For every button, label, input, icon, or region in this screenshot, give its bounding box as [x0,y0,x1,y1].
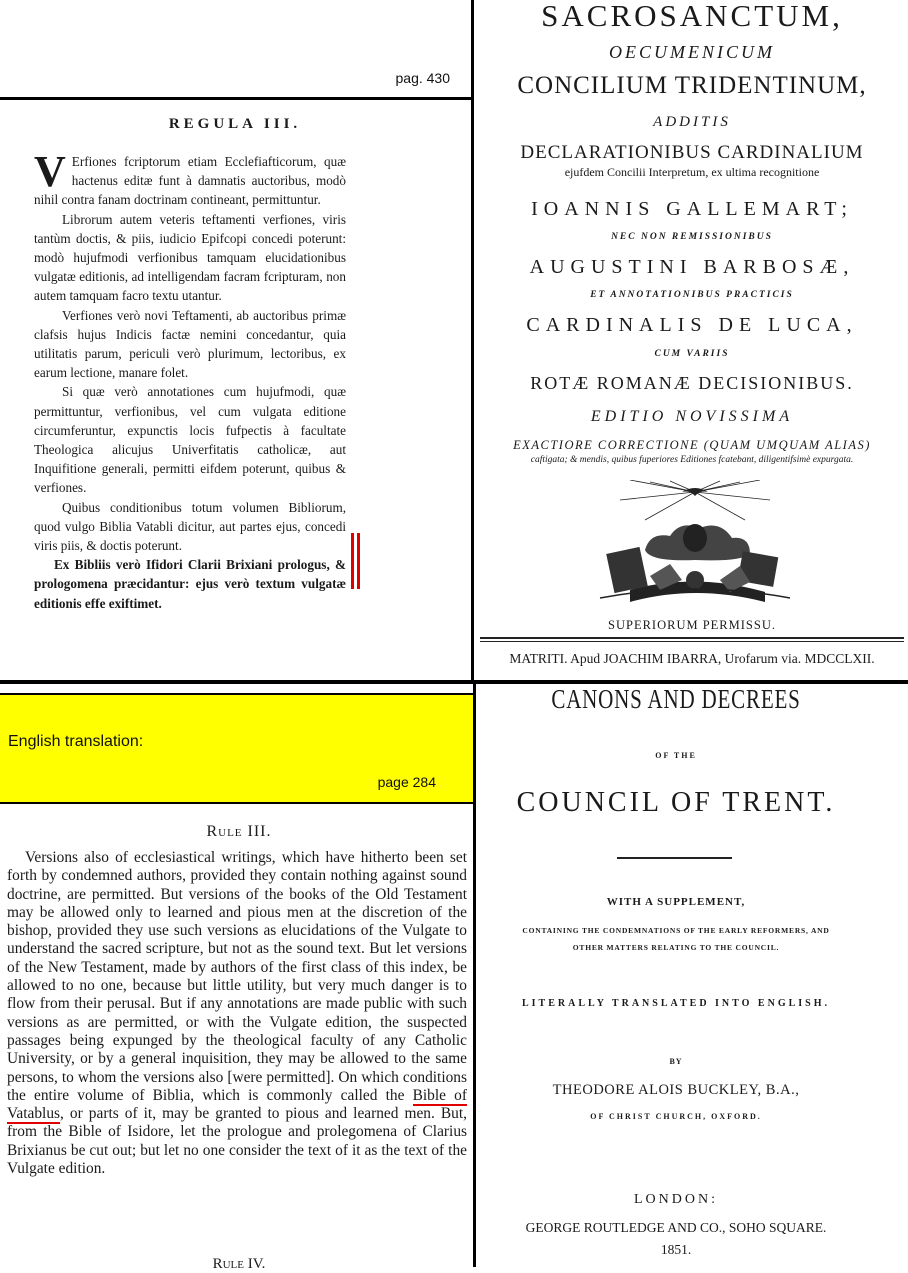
english-title-line-3: COUNCIL OF TRENT. [516,787,836,818]
top-left-header-divider [0,97,472,100]
english-title-year: 1851. [660,1242,692,1257]
english-title-place: LONDON: [634,1192,718,1207]
latin-title-line-6: ejufdem Concilii Interpretum, ex ultima recognitione [564,165,820,179]
next-rule-heading: Rule IV. [212,1256,266,1272]
english-title-rule [617,857,732,859]
latin-title-line-4: ADDITIS [653,114,731,130]
english-paragraph: Versions also of ecclesiastical writings, which have hitherto been set forth by condemned authors, provided they contain nothing against sound doctrine, are permitted. But versions of the books of the Old Testament may be allowed only to learned and pious men at the discretion of the bishop, provided they use such versions as elucidations of the Vulgate to understand the sacred scripture, but not as the sound text. But let versions of the New Testament, made by authors of the first class of this index, be allowed to no one, because but little utility, but very much danger is to flow from their perusal. But if any annotations are made public with such versions as are permitted, or with the Vulgate edition, the suspected passages being expunged by the theological faculty of any Catholic University, or by a general inquisition, they may be allowed to the same persons, to whom the versions also [were permitted]. On which conditions the entire volume of Biblia, which is commonly called the Bible of Vatablus, or parts of it, may be granted to pious and learned men. But, from the Bible of Isidore, let the prologue and prolegomena of Clarius Brixianus be cut out; but let no one consider the text of it as the text of the Vulgate edition. [7,849,467,1178]
underlined-bible-of-vatablus: Bible of Vatablus [7,1086,467,1123]
latin-title-line-14: EDITIO NOVISSIMA [590,408,794,425]
english-title-line-4: WITH A SUPPLEMENT, [606,896,746,908]
english-title-line-7: LITERALLY TRANSLATED INTO ENGLISH. [522,998,830,1009]
english-rule-body [7,849,467,1178]
latin-title-line-3: CONCILIUM TRIDENTINUM, [517,72,867,99]
latin-title-rule-thin [480,641,904,642]
english-title-line-6: OTHER MATTERS RELATING TO THE COUNCIL. [572,943,780,952]
english-title-publisher: GEORGE ROUTLEDGE AND CO., SOHO SQUARE. [525,1220,827,1235]
latin-title-rule-thick [480,637,904,639]
english-title-line-2: OF THE [655,751,697,760]
latin-title-line-10: ET ANNOTATIONIBUS PRACTICIS [590,290,794,300]
english-title-line-5: CONTAINING THE CONDEMNATIONS OF THE EARLY REFORMERS, AND [522,926,830,935]
translation-label: English translation: [8,733,144,750]
latin-title-line-12: CUM VARIIS [654,349,730,359]
english-page-label: page 284 [377,774,436,790]
latin-rule-title: REGULA III. [168,116,302,132]
latin-paragraph-6: Ex Bibliis verò Ifidori Clarii Brixiani prologus, & prologomena præcidantur: ejus verò textum vulgatæ editionis effe exiftimet. [34,557,346,611]
english-title-author: THEODORE ALOIS BUCKLEY, B.A., [552,1082,800,1098]
latin-title-line-8: NEC NON REMISSIONIBUS [611,232,773,242]
latin-title-line-1: SACROSANCTUM, [541,0,843,33]
latin-title-line-9: AUGUSTINI BARBOSÆ, [529,256,855,278]
latin-title-line-5: DECLARATIONIBUS CARDINALIUM [520,142,864,163]
latin-title-line-17: SUPERIORUM PERMISSU. [608,618,776,632]
latin-paragraph-3: Verfiones verò novi Teftamenti, ab auctoribus primæ clafsis hujus Indicis factæ nemini concedantur, quia utilitatis parum, periculi verò plurimum, lectoribus, ex earum lectione, manare folet. [34,307,346,381]
latin-paragraph-2: Librorum autem veteris teftamenti verfiones, viris tantùm doctis, & piis, iudicio Epifcopi concedi poterunt: modò hujufmodi verfionibus tamquam elucidationibus vulgatæ editionis, ad intelligendam facram fcripturam, non autem tamquam facro textu utantur. [34,211,346,304]
english-rule-title: Rule III. [206,823,272,840]
latin-title-line-15: EXACTIORE CORRECTIONE (QUAM UMQUAM ALIAS) [513,438,871,452]
latin-title-imprint: MATRITI. Apud JOACHIM IBARRA, Urofarum via. MDCCLXII. [509,651,875,666]
english-title-line-1: CANONS AND DECREES [551,684,801,714]
latin-title-line-7: IOANNIS GALLEMART; [531,198,853,220]
english-title-line-10: OF CHRIST CHURCH, OXFORD. [590,1112,762,1121]
english-title-line-8: BY [669,1057,683,1066]
latin-title-line-13: ROTÆ ROMANÆ DECISIONIBUS. [530,373,854,393]
vertical-divider-bottom [473,684,476,1267]
latin-paragraph-5: Quibus conditionibus totum volumen Bibliorum, quod vulgo Biblia Vatabli dicitur, aut partes ejus, concedi viris piis, & doctis poterunt. [34,499,346,554]
latin-page-label: pag. 430 [395,70,450,86]
latin-title-line-2: OECUMENICUM [609,42,775,62]
red-margin-mark-left [351,533,354,589]
printer-emblem-icon [590,480,800,610]
vertical-divider-top [471,0,474,682]
drop-cap: V [34,147,66,196]
latin-title-line-11: CARDINALIS DE LUCA, [526,314,858,336]
latin-paragraph-4: Si quæ verò annotationes cum hujufmodi, quæ permittuntur, verfionibus, vel cum vulgata editione circumferuntur, expunctis locis fufpectis à facultate Theologica alicujus Univerfitatis catholicæ, aut Inquifitione generali, permitti eifdem poterunt, quibus & verfiones. [34,384,346,496]
latin-rule-body [34,147,346,613]
latin-paragraph-1: V Erfiones fcriptorum etiam Ecclefiafticorum, quæ hactenus editæ funt à damnatis auctoribus, modò nihil contra fanam doctrinam contineant, permittuntur. [34,147,346,208]
red-margin-mark-right [357,533,360,589]
latin-title-line-16: caftigata; & mendis, quibus fuperiores Editiones fcatebant, diligentifsimè expurgata. [530,455,854,465]
